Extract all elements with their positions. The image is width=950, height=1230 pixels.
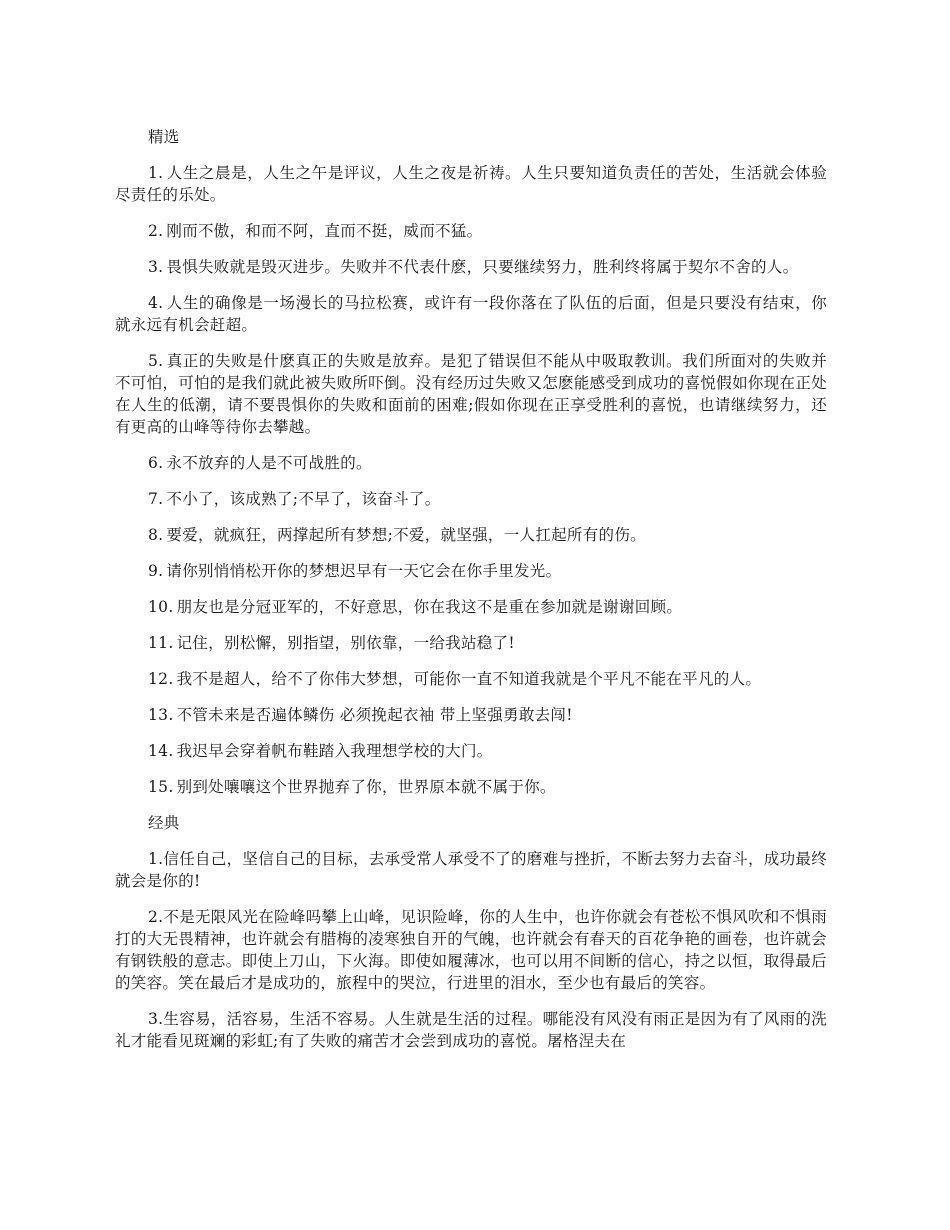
paragraph-text: 信任自己，坚信自己的目标，去承受常人承受不了的磨难与挫折，不断去努力去奋斗，成功最终就会是你的! [115,850,827,890]
numbered-paragraph [115,350,827,438]
paragraph-number: 1. [148,850,164,868]
paragraph-number: 3. [148,258,164,276]
paragraph-number: 7. [148,490,164,508]
paragraph-number: 13. [148,706,174,724]
paragraph-number: 1. [148,164,164,182]
paragraph-number: 14. [148,742,174,760]
numbered-paragraph [115,220,827,242]
numbered-paragraph [115,256,827,278]
section-heading: 精选 [148,128,180,146]
numbered-paragraph [115,740,827,762]
numbered-paragraph [115,596,827,618]
paragraph-text: 不管未来是否遍体鳞伤 必须挽起衣袖 带上坚强勇敢去闯! [176,706,573,724]
paragraph-text: 记住，别松懈，别指望，别依靠，一给我站稳了! [176,634,515,652]
paragraph-number: 6. [148,454,164,472]
paragraph-text: 人生之晨是，人生之午是评议，人生之夜是祈祷。人生只要知道负责任的苦处，生活就会体验尽责任的乐处。 [115,164,827,204]
numbered-paragraph [115,560,827,582]
paragraph-text: 别到处嚷嚷这个世界抛弃了你，世界原本就不属于你。 [176,778,556,796]
paragraph-text: 刚而不傲，和而不阿，直而不挺，威而不猛。 [166,222,483,240]
paragraph-number: 2. [148,222,164,240]
numbered-paragraph [115,848,827,892]
document-content [115,126,827,1066]
paragraph-text: 不是无限风光在险峰吗攀上山峰，见识险峰，你的人生中，也许你就会有苍松不惧风吹和不惧雨打的大无畏精神，也许就会有腊梅的凌寒独自开的气魄，也许就会有春天的百花争艳的画卷，也许就会有钢铁般的意志。即使上刀山，下火海。即使如履薄冰，也可以用不间断的信心，持之以恒，取得最后的笑容。笑在最后才是成功的，旅程中的哭泣，行进里的泪水，至少也有最后的笑容。 [115,908,827,992]
paragraph-number: 9. [148,562,164,580]
paragraph-number: 4. [148,294,164,312]
paragraph-text: 不小了，该成熟了;不早了，该奋斗了。 [166,490,441,508]
paragraph-text: 我迟早会穿着帆布鞋踏入我理想学校的大门。 [176,742,493,760]
numbered-paragraph [115,632,827,654]
paragraph-text: 生容易，活容易，生活不容易。人生就是生活的过程。哪能没有风没有雨正是因为有了风雨的洗礼才能看见斑斓的彩虹;有了失败的痛苦才会尝到成功的喜悦。屠格涅夫在 [115,1010,827,1050]
numbered-paragraph [115,1008,827,1052]
numbered-paragraph [115,488,827,510]
paragraph-number: 8. [148,526,164,544]
paragraph-number: 15. [148,778,174,796]
numbered-paragraph [115,668,827,690]
paragraph-text: 人生的确像是一场漫长的马拉松赛，或许有一段你落在了队伍的后面，但是只要没有结束，你就永远有机会赶超。 [115,294,827,334]
paragraph-text: 畏惧失败就是毁灭进步。失败并不代表什麽，只要继续努力，胜利终将属于契尔不舍的人。 [166,258,799,276]
paragraph-number: 5. [148,352,164,370]
paragraph-text: 永不放弃的人是不可战胜的。 [166,454,372,472]
paragraph-number: 10. [148,598,174,616]
numbered-paragraph [115,906,827,994]
paragraph-text: 朋友也是分冠亚军的，不好意思，你在我这不是重在参加就是谢谢回顾。 [176,598,683,616]
paragraph-number: 3. [148,1010,164,1028]
numbered-paragraph [115,162,827,206]
paragraph-text: 我不是超人，给不了你伟大梦想，可能你一直不知道我就是个平凡不能在平凡的人。 [176,670,762,688]
paragraph-text: 真正的失败是什麽真正的失败是放弃。是犯了错误但不能从中吸取教训。我们所面对的失败并不可怕，可怕的是我们就此被失败所吓倒。没有经历过失败又怎麽能感受到成功的喜悦假如你现在正处在人生的低潮，请不要畏惧你的失败和面前的困难;假如你现在正享受胜利的喜悦，也请继续努力，还有更高的山峰等待你去攀越。 [115,352,827,436]
numbered-paragraph [115,776,827,798]
paragraph-text: 请你别悄悄松开你的梦想迟早有一天它会在你手里发光。 [166,562,562,580]
paragraph-number: 12. [148,670,174,688]
numbered-paragraph [115,452,827,474]
numbered-paragraph [115,704,827,726]
paragraph-text: 要爱，就疯狂，两撑起所有梦想;不爱，就坚强，一人扛起所有的伤。 [166,526,646,544]
numbered-paragraph [115,524,827,546]
paragraph-number: 2. [148,908,164,926]
paragraph-number: 11. [148,634,174,652]
numbered-paragraph [115,292,827,336]
section-heading: 经典 [148,814,180,832]
